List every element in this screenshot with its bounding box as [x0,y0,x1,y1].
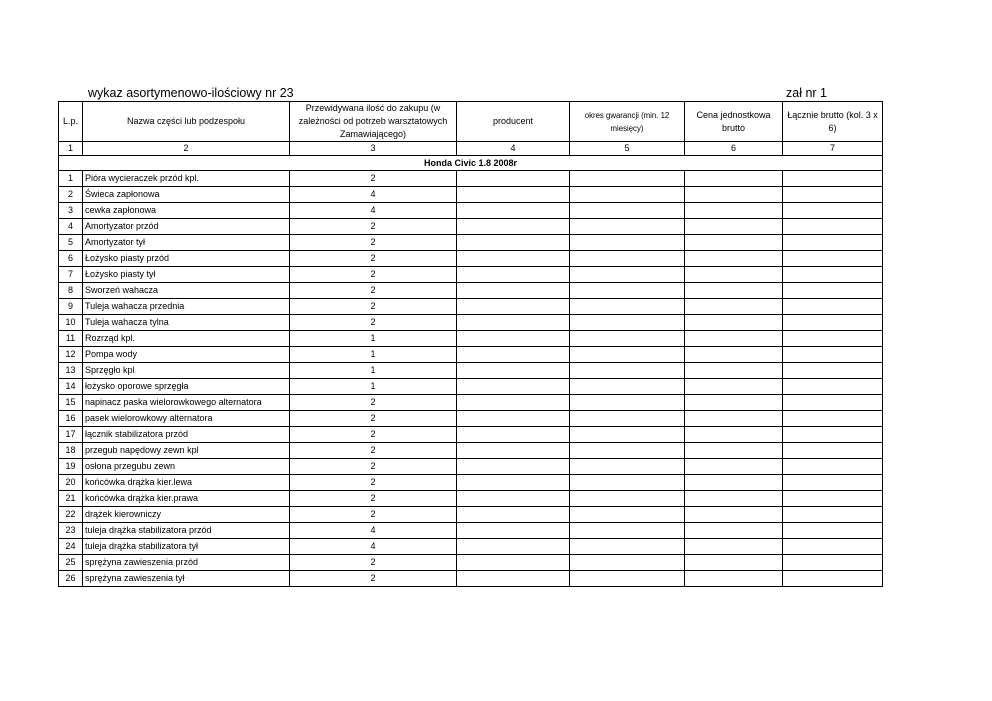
row-part-name: końcówka drążka kier.lewa [83,475,290,491]
table-row [59,171,883,187]
table-row [59,571,883,587]
row-quantity: 2 [290,283,457,299]
table-row [59,459,883,475]
row-quantity: 2 [290,491,457,507]
table-row [59,235,883,251]
row-lp: 13 [59,363,83,379]
row-part-name: łącznik stabilizatora przód [83,427,290,443]
row-producer-cell [457,235,570,251]
row-lp: 7 [59,267,83,283]
row-producer-cell [457,363,570,379]
row-quantity: 4 [290,187,457,203]
row-lp: 10 [59,315,83,331]
row-lp: 15 [59,395,83,411]
row-part-name: tuleja drążka stabilizatora przód [83,523,290,539]
row-warranty-cell [570,171,685,187]
row-warranty-cell [570,315,685,331]
row-warranty-cell [570,475,685,491]
row-producer-cell [457,187,570,203]
row-total-cell [783,267,883,283]
row-warranty-cell [570,443,685,459]
row-producer-cell [457,219,570,235]
row-part-name: drążek kierowniczy [83,507,290,523]
row-unit-price-cell [685,219,783,235]
attachment-label: zał nr 1 [786,86,827,100]
row-warranty-cell [570,555,685,571]
row-part-name: Świeca zapłonowa [83,187,290,203]
row-quantity: 4 [290,539,457,555]
section-row [59,156,883,171]
row-lp: 2 [59,187,83,203]
row-unit-price-cell [685,571,783,587]
row-lp: 5 [59,235,83,251]
table-row [59,523,883,539]
row-quantity: 1 [290,379,457,395]
table-row [59,251,883,267]
row-total-cell [783,203,883,219]
row-warranty-cell [570,267,685,283]
table-row [59,427,883,443]
row-unit-price-cell [685,347,783,363]
table-row [59,555,883,571]
row-total-cell [783,539,883,555]
table-row [59,203,883,219]
row-part-name: Tuleja wahacza tylna [83,315,290,331]
row-part-name: napinacz paska wielorowkowego alternatora [83,395,290,411]
row-producer-cell [457,267,570,283]
row-lp: 17 [59,427,83,443]
row-warranty-cell [570,331,685,347]
row-part-name: sprężyna zawieszenia tył [83,571,290,587]
row-quantity: 2 [290,395,457,411]
row-total-cell [783,235,883,251]
column-header-lp: L.p. [59,102,83,142]
row-producer-cell [457,315,570,331]
row-quantity: 2 [290,267,457,283]
table-row [59,395,883,411]
column-number: 2 [83,142,290,156]
table-row [59,475,883,491]
row-part-name: Amortyzator przód [83,219,290,235]
column-header-warranty: okres gwarancji (min. 12 miesięcy) [570,102,685,142]
row-unit-price-cell [685,411,783,427]
row-lp: 4 [59,219,83,235]
row-lp: 23 [59,523,83,539]
row-unit-price-cell [685,491,783,507]
row-unit-price-cell [685,427,783,443]
column-number: 4 [457,142,570,156]
row-lp: 1 [59,171,83,187]
row-quantity: 2 [290,235,457,251]
row-warranty-cell [570,235,685,251]
row-part-name: przegub napędowy zewn kpl [83,443,290,459]
table-row [59,363,883,379]
row-warranty-cell [570,571,685,587]
row-total-cell [783,443,883,459]
row-warranty-cell [570,491,685,507]
column-number: 1 [59,142,83,156]
row-producer-cell [457,331,570,347]
row-part-name: łożysko oporowe sprzęgła [83,379,290,395]
row-warranty-cell [570,459,685,475]
row-producer-cell [457,379,570,395]
row-part-name: cewka zapłonowa [83,203,290,219]
row-unit-price-cell [685,331,783,347]
row-quantity: 2 [290,315,457,331]
row-quantity: 2 [290,299,457,315]
row-quantity: 2 [290,571,457,587]
row-total-cell [783,315,883,331]
row-producer-cell [457,507,570,523]
row-quantity: 2 [290,459,457,475]
row-lp: 3 [59,203,83,219]
column-header-producer: producent [457,102,570,142]
column-number: 3 [290,142,457,156]
row-total-cell [783,187,883,203]
row-producer-cell [457,523,570,539]
row-warranty-cell [570,539,685,555]
row-part-name: Łożysko piasty tył [83,267,290,283]
row-warranty-cell [570,523,685,539]
row-producer-cell [457,347,570,363]
column-header-quantity: Przewidywana ilość do zakupu (w zależności od potrzeb warsztatowych Zamawiającego) [290,102,457,142]
row-warranty-cell [570,395,685,411]
row-warranty-cell [570,427,685,443]
row-total-cell [783,475,883,491]
column-number-row [59,142,883,156]
row-warranty-cell [570,507,685,523]
row-total-cell [783,363,883,379]
row-quantity: 2 [290,507,457,523]
row-unit-price-cell [685,443,783,459]
row-lp: 19 [59,459,83,475]
row-part-name: końcówka drążka kier.prawa [83,491,290,507]
row-part-name: Sprzęgło kpl [83,363,290,379]
row-producer-cell [457,203,570,219]
row-lp: 18 [59,443,83,459]
row-lp: 8 [59,283,83,299]
row-total-cell [783,523,883,539]
row-unit-price-cell [685,203,783,219]
row-producer-cell [457,491,570,507]
row-total-cell [783,283,883,299]
table-row [59,539,883,555]
row-producer-cell [457,555,570,571]
row-unit-price-cell [685,539,783,555]
row-warranty-cell [570,203,685,219]
column-header-total: Łącznie brutto (kol. 3 x 6) [783,102,883,142]
row-quantity: 2 [290,219,457,235]
row-producer-cell [457,459,570,475]
row-quantity: 2 [290,251,457,267]
document-title: wykaz asortymenowo-ilościowy nr 23 [88,86,294,100]
table-row [59,411,883,427]
row-lp: 24 [59,539,83,555]
row-producer-cell [457,395,570,411]
row-part-name: Rozrząd kpl. [83,331,290,347]
row-part-name: Tuleja wahacza przednia [83,299,290,315]
row-unit-price-cell [685,299,783,315]
row-part-name: Pompa wody [83,347,290,363]
row-total-cell [783,299,883,315]
row-quantity: 2 [290,171,457,187]
row-quantity: 2 [290,427,457,443]
row-producer-cell [457,475,570,491]
row-producer-cell [457,427,570,443]
table-row [59,347,883,363]
row-total-cell [783,347,883,363]
row-lp: 22 [59,507,83,523]
table-row [59,283,883,299]
table-row [59,507,883,523]
row-producer-cell [457,251,570,267]
table-row [59,491,883,507]
table-row [59,267,883,283]
row-unit-price-cell [685,507,783,523]
row-warranty-cell [570,187,685,203]
row-lp: 20 [59,475,83,491]
row-unit-price-cell [685,555,783,571]
row-total-cell [783,491,883,507]
row-total-cell [783,459,883,475]
row-unit-price-cell [685,379,783,395]
row-warranty-cell [570,411,685,427]
table-row [59,443,883,459]
row-producer-cell [457,411,570,427]
row-quantity: 2 [290,443,457,459]
row-quantity: 2 [290,475,457,491]
table-row [59,315,883,331]
row-producer-cell [457,299,570,315]
row-quantity: 4 [290,523,457,539]
column-number: 5 [570,142,685,156]
row-lp: 21 [59,491,83,507]
table-row [59,379,883,395]
row-total-cell [783,171,883,187]
row-total-cell [783,379,883,395]
row-warranty-cell [570,363,685,379]
row-producer-cell [457,571,570,587]
row-warranty-cell [570,299,685,315]
row-part-name: Pióra wycieraczek przód kpl. [83,171,290,187]
row-total-cell [783,507,883,523]
row-producer-cell [457,171,570,187]
row-part-name: Amortyzator tył [83,235,290,251]
row-part-name: sprężyna zawieszenia przód [83,555,290,571]
row-lp: 11 [59,331,83,347]
row-unit-price-cell [685,459,783,475]
row-part-name: osłona przegubu zewn [83,459,290,475]
column-header-name: Nazwa części lub podzespołu [83,102,290,142]
row-warranty-cell [570,347,685,363]
row-part-name: Sworzeń wahacza [83,283,290,299]
row-part-name: Łożysko piasty przód [83,251,290,267]
row-lp: 14 [59,379,83,395]
row-producer-cell [457,443,570,459]
row-lp: 9 [59,299,83,315]
row-quantity: 1 [290,363,457,379]
table-row [59,331,883,347]
row-unit-price-cell [685,315,783,331]
row-quantity: 1 [290,347,457,363]
section-title: Honda Civic 1.8 2008r [59,156,883,171]
row-lp: 26 [59,571,83,587]
row-part-name: tuleja drążka stabilizatora tył [83,539,290,555]
row-total-cell [783,395,883,411]
row-unit-price-cell [685,267,783,283]
row-warranty-cell [570,283,685,299]
header-row [59,102,883,142]
row-producer-cell [457,539,570,555]
row-unit-price-cell [685,283,783,299]
column-number: 6 [685,142,783,156]
column-header-unit-price: Cena jednostkowa brutto [685,102,783,142]
row-part-name: pasek wielorowkowy alternatora [83,411,290,427]
row-unit-price-cell [685,251,783,267]
column-number: 7 [783,142,883,156]
table-row [59,219,883,235]
row-total-cell [783,571,883,587]
row-quantity: 1 [290,331,457,347]
row-total-cell [783,331,883,347]
row-total-cell [783,251,883,267]
row-unit-price-cell [685,187,783,203]
row-unit-price-cell [685,171,783,187]
table-row [59,299,883,315]
row-warranty-cell [570,379,685,395]
row-total-cell [783,427,883,443]
row-quantity: 2 [290,555,457,571]
row-total-cell [783,219,883,235]
row-total-cell [783,555,883,571]
parts-table [58,101,883,587]
row-lp: 12 [59,347,83,363]
row-lp: 16 [59,411,83,427]
row-lp: 6 [59,251,83,267]
row-quantity: 4 [290,203,457,219]
row-unit-price-cell [685,395,783,411]
row-unit-price-cell [685,523,783,539]
row-lp: 25 [59,555,83,571]
row-unit-price-cell [685,363,783,379]
row-unit-price-cell [685,475,783,491]
row-unit-price-cell [685,235,783,251]
table-row [59,187,883,203]
row-warranty-cell [570,251,685,267]
row-quantity: 2 [290,411,457,427]
row-producer-cell [457,283,570,299]
row-total-cell [783,411,883,427]
row-warranty-cell [570,219,685,235]
